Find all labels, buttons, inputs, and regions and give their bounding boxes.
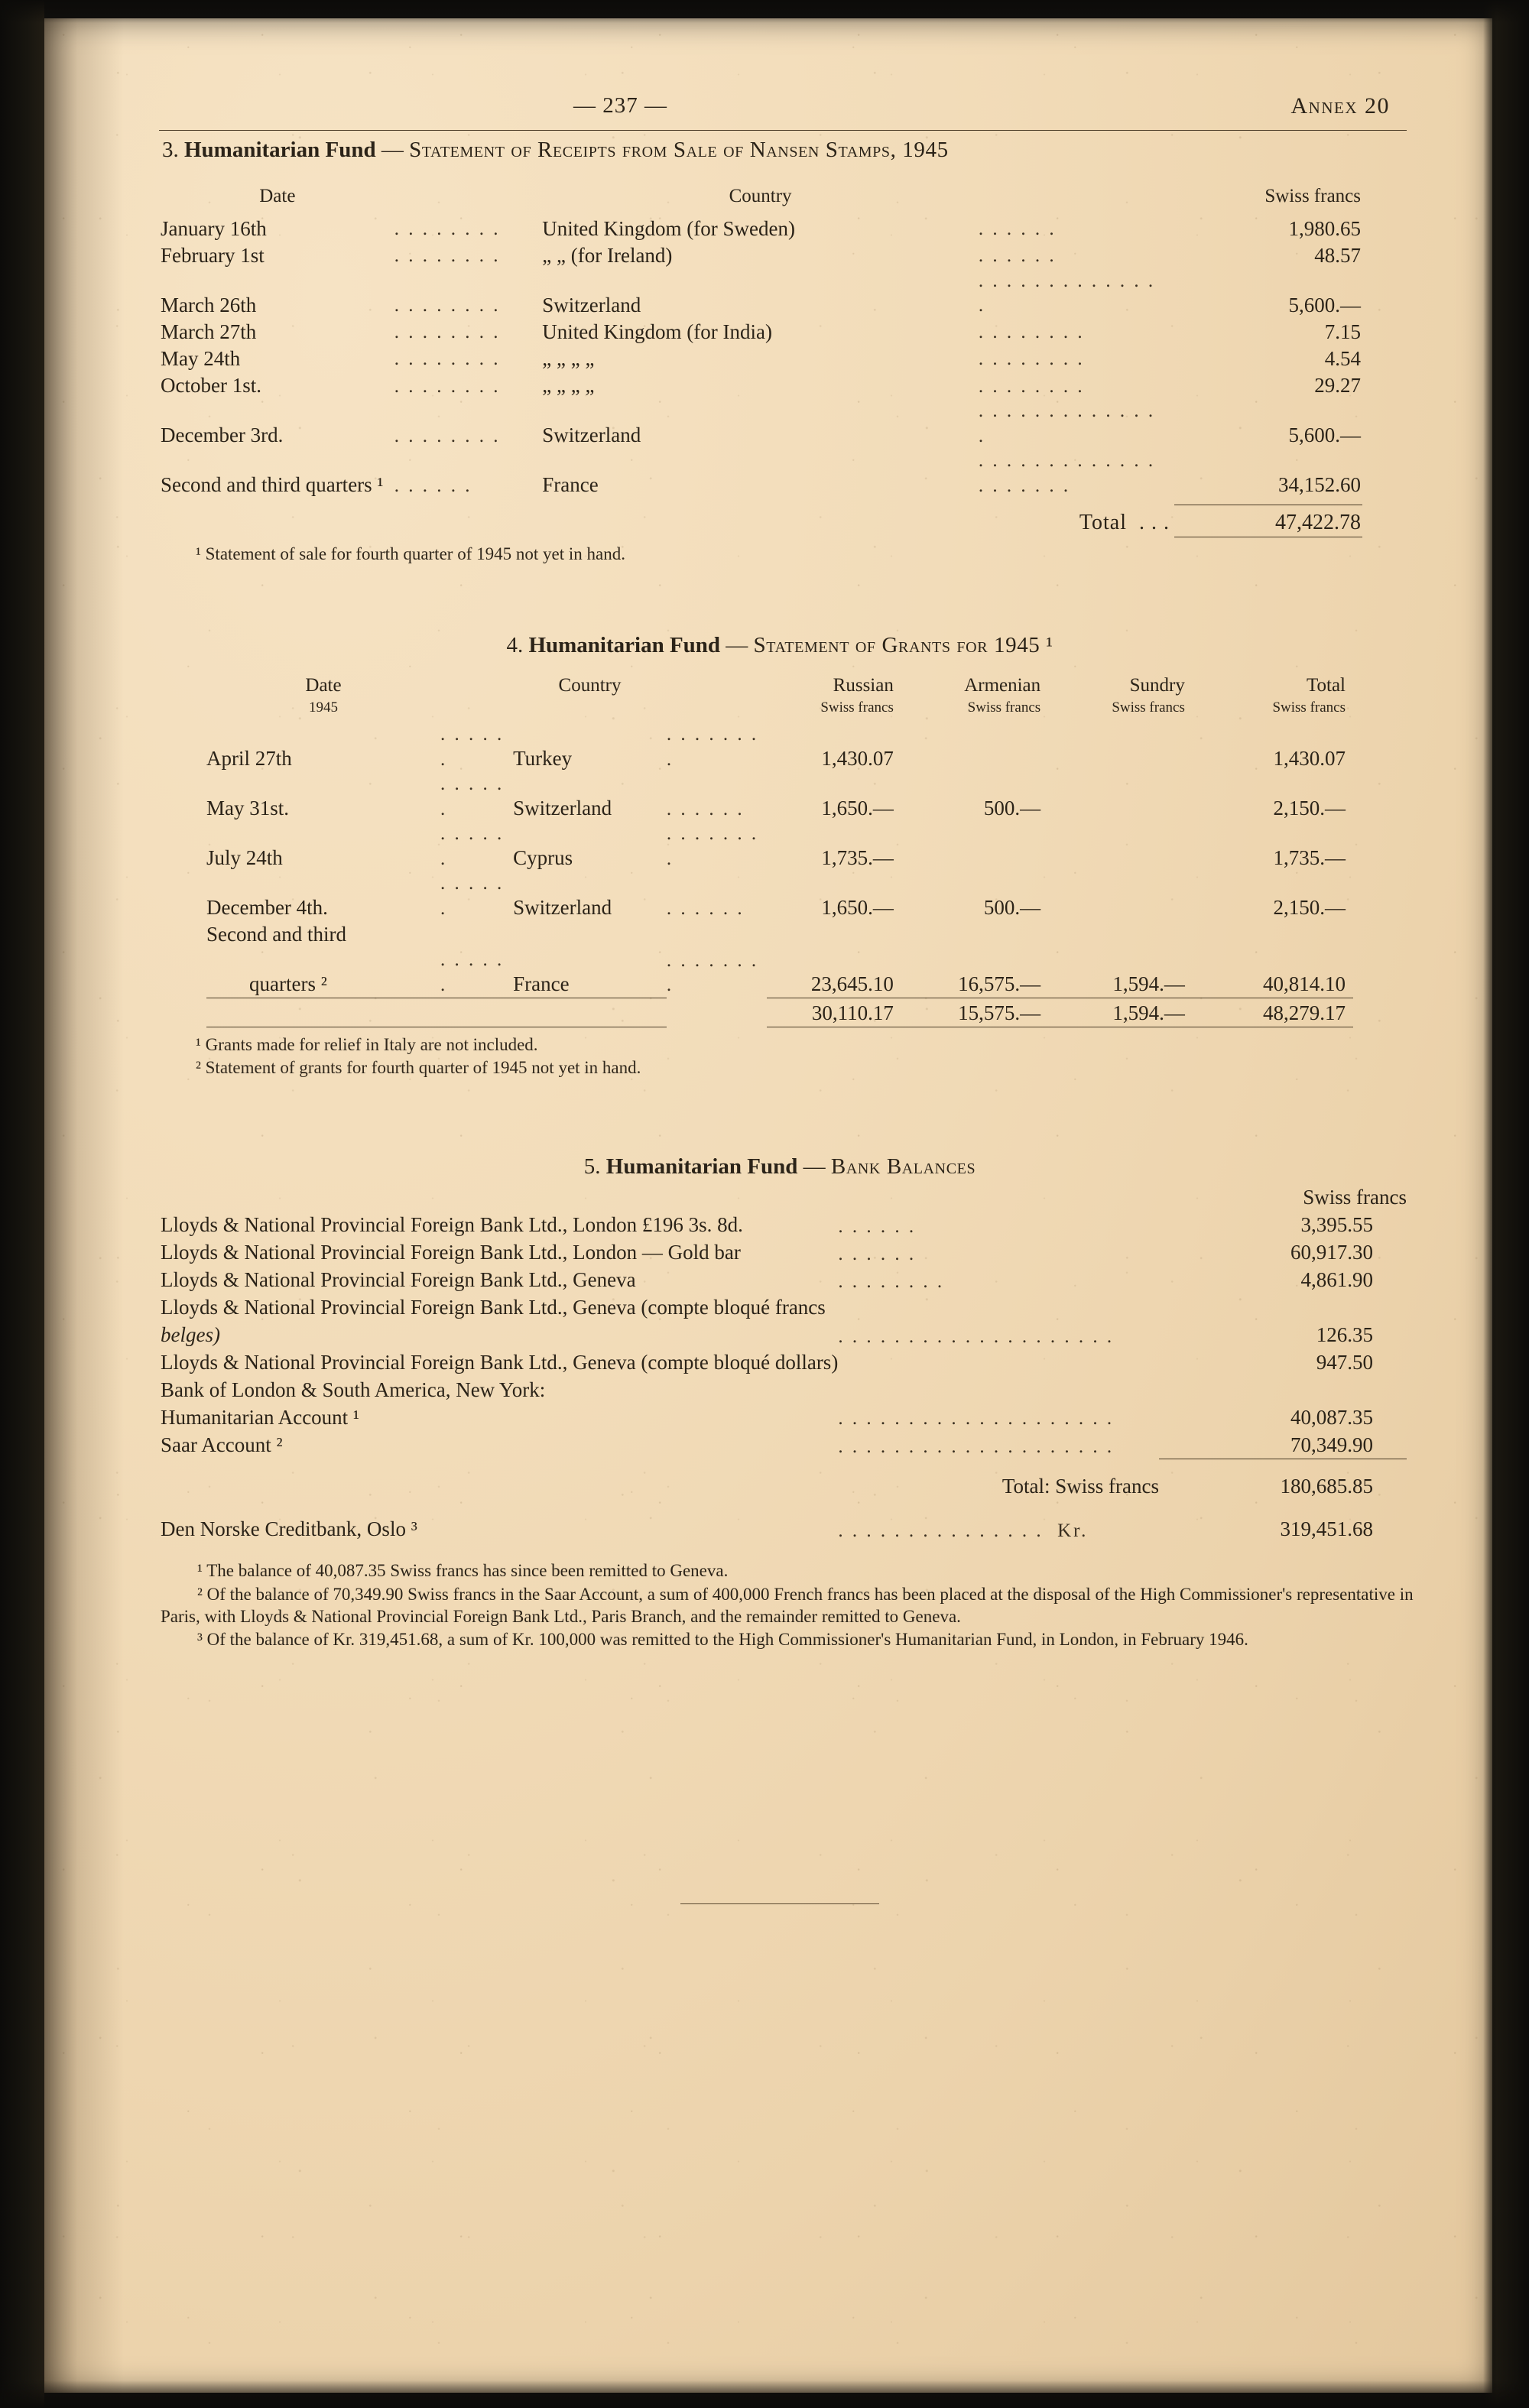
grants-total-total: 48,279.17 [1263, 1001, 1346, 1025]
leader-dots: . . . . . . . . [978, 349, 1085, 370]
leader-dots: . . . . . . [440, 724, 505, 770]
leader-dots: . . . . . . [838, 1215, 917, 1237]
grants-table-header [206, 673, 1353, 699]
leader-dots: . . . . . . . . . . . . . . . Kr. [838, 1520, 1089, 1541]
leader-dots: . . . . . . . . [394, 322, 501, 343]
bank-balances-currency-header-row [161, 1184, 1407, 1212]
annex-label: Annex 20 [1290, 93, 1390, 118]
bank-value: 126.35 [1316, 1322, 1373, 1346]
bank-balances-table [161, 1184, 1407, 1543]
sub-swiss-francs: Swiss francs [1112, 699, 1185, 716]
table-row [206, 822, 1353, 871]
receipts-total-value: 47,422.78 [1275, 511, 1361, 535]
grant-sundry [1060, 822, 1205, 871]
receipts-table [161, 184, 1391, 498]
grant-date: April 27th [206, 747, 292, 771]
table-row [161, 346, 1391, 372]
bank-label: Lloyds & National Provincial Foreign Bank Ltd., Geneva (compte bloqué francs [161, 1295, 826, 1319]
table-row [161, 399, 1391, 449]
table-row [161, 242, 1391, 269]
receipt-country: „ „ „ „ [542, 373, 595, 397]
grant-total: 2,150.— [1273, 896, 1346, 920]
leader-dots: . . . . . . . . . . . . . . . . . . . . [978, 450, 1156, 496]
grants-total-armenian: 15,575.— [958, 1001, 1041, 1025]
page-top-edge [0, 0, 1529, 23]
leader-dots: . . . . . . [978, 245, 1057, 267]
bank-value: 4,861.90 [1300, 1268, 1373, 1292]
bank-label: Saar Account ² [161, 1433, 283, 1456]
section-5-number: 5. [583, 1154, 601, 1180]
receipt-amount: 5,600.— [1288, 293, 1361, 316]
leader-dots: . . . . . . [440, 873, 505, 919]
page-number: — 237 — [573, 93, 667, 118]
footnote: ¹ Grants made for relief in Italy are not included. [196, 1035, 538, 1055]
section-5-dash: — [803, 1154, 826, 1180]
section-5-title-bold: Humanitarian Fund [605, 1154, 798, 1180]
sub-swiss-francs: Swiss francs [1272, 699, 1346, 716]
receipt-country: „ „ (for Ireland) [542, 243, 673, 267]
receipt-date: October 1st. [161, 373, 261, 397]
receipt-amount: 7.15 [1324, 320, 1361, 343]
receipt-date: February 1st [161, 243, 265, 267]
grant-russian: 1,650.— [821, 896, 894, 920]
col-date: Date [305, 675, 342, 696]
table-row [161, 1349, 1407, 1377]
grants-table-subheader [206, 699, 1353, 723]
table-row [161, 1212, 1407, 1239]
receipt-date: December 3rd. [161, 423, 284, 446]
receipt-amount: 4.54 [1324, 346, 1361, 370]
page-gutter-shadow [40, 18, 124, 2393]
table-row [206, 772, 1353, 822]
leader-dots: . . . . . . . . [978, 322, 1085, 343]
footnote: ² Statement of grants for fourth quarter of 1945 not yet in hand. [196, 1058, 641, 1078]
section-4-title-bold: Humanitarian Fund [528, 632, 721, 657]
section-3-title-rest: Statement of Receipts from Sale of Nansen Stamps, 1945 [409, 138, 949, 162]
receipt-country: United Kingdom (for Sweden) [542, 216, 795, 240]
leader-dots: . . . . . . [666, 897, 745, 919]
table-row [161, 1377, 1407, 1404]
grant-armenian [914, 722, 1060, 772]
leader-dots: . . . . . . . . [394, 295, 501, 316]
sub-swiss-francs: Swiss francs [967, 699, 1041, 716]
leader-dots: . . . . . . [838, 1243, 917, 1264]
section-4-heading [122, 631, 1437, 660]
page-right-edge [1483, 0, 1529, 2408]
section-3-number: 3. [162, 138, 179, 162]
grant-armenian: 16,575.— [958, 972, 1041, 996]
table-row [161, 269, 1391, 319]
receipt-date: January 16th [161, 216, 267, 240]
col-russian: Russian [833, 675, 894, 696]
page-bottom-edge [0, 2380, 1529, 2408]
receipts-total-label: Total . . . [1079, 511, 1170, 535]
receipts-table-header [161, 184, 1391, 216]
table-row [161, 1432, 1407, 1459]
section-3-title-bold: Humanitarian Fund [184, 138, 376, 162]
bank-label: Lloyds & National Provincial Foreign Bank Ltd., London £196 3s. 8d. [161, 1213, 743, 1237]
book-spine-edge [0, 0, 44, 2408]
grants-total-rule-bottom [206, 1027, 1353, 1030]
receipt-country: Switzerland [542, 293, 641, 316]
grant-sundry [1060, 722, 1205, 772]
bank-value: 70,349.90 [1290, 1433, 1373, 1456]
extra-bank-label: Den Norske Creditbank, Oslo ³ [161, 1517, 417, 1541]
leader-dots: . . . . . . . . [666, 949, 759, 996]
section-4-number: 4. [506, 632, 524, 657]
receipt-date: May 24th [161, 346, 241, 370]
grant-armenian [914, 822, 1060, 871]
grant-armenian: 500.— [983, 896, 1041, 920]
grant-sundry [1060, 772, 1205, 822]
grant-date: Second and third [206, 923, 346, 946]
table-row [161, 1267, 1407, 1294]
header-rule [159, 130, 1407, 131]
running-head [122, 92, 1437, 136]
receipt-country: Switzerland [542, 423, 641, 446]
section-5-footnotes [161, 1560, 1414, 1651]
leader-dots: . . . . . . [440, 949, 505, 995]
section-5 [122, 1153, 1437, 1181]
section-3-heading [122, 136, 1437, 164]
grant-date: quarters ² [249, 972, 327, 996]
table-row [161, 216, 1391, 242]
section-4-footnotes [196, 1034, 1437, 1079]
grant-date: July 24th [206, 846, 283, 870]
grant-sundry: 1,594.— [1112, 972, 1185, 996]
bank-value: 60,917.30 [1290, 1241, 1373, 1264]
leader-dots: . . . . . . . . [838, 1271, 945, 1292]
grant-russian: 23,645.10 [810, 972, 894, 996]
section-4-dash: — [726, 632, 748, 657]
bank-label: Lloyds & National Provincial Foreign Bank Ltd., Geneva (compte bloqué dollars) [161, 1350, 839, 1374]
table-row [161, 1404, 1407, 1432]
bank-balances-currency-header: Swiss francs [1303, 1186, 1407, 1209]
section-3-footnotes [196, 543, 1437, 566]
receipts-total-row [161, 498, 1391, 538]
table-row [206, 948, 1353, 998]
table-row [161, 1501, 1407, 1543]
grant-russian: 1,735.— [821, 846, 894, 870]
grants-table [206, 673, 1353, 1029]
section-5-title-rest: Bank Balances [830, 1154, 976, 1180]
grant-russian: 1,650.— [821, 797, 894, 820]
leader-dots: . . . . . . . . . . . . . . [978, 401, 1156, 446]
receipt-country: France [542, 472, 599, 496]
col-country: Country [729, 186, 792, 207]
grant-total: 2,150.— [1273, 797, 1346, 820]
bank-total-value: 180,685.85 [1280, 1475, 1373, 1498]
footnote: ¹ Statement of sale for fourth quarter of 1945 not yet in hand. [196, 544, 625, 564]
leader-dots: . . . . . . . . [978, 375, 1085, 397]
bank-label: Lloyds & National Provincial Foreign Bank Ltd., London — Gold bar [161, 1241, 741, 1264]
leader-dots: . . . . . . . . . . . . . . . . . . . . [838, 1326, 1115, 1347]
section-4-title-rest: Statement of Grants for 1945 ¹ [753, 632, 1053, 657]
receipt-amount: 5,600.— [1288, 423, 1361, 446]
table-row [206, 871, 1353, 921]
grant-total: 40,814.10 [1263, 972, 1346, 996]
leader-dots: . . . . . . [666, 798, 745, 819]
leader-dots: . . . . . . . . [394, 349, 501, 370]
receipt-country: United Kingdom (for India) [542, 320, 772, 343]
grant-date: December 4th. [206, 896, 328, 920]
table-row [161, 319, 1391, 346]
col-date: Date [259, 186, 296, 207]
grants-total-row [206, 1000, 1353, 1027]
bank-value: 40,087.35 [1290, 1405, 1373, 1429]
table-row [206, 722, 1353, 772]
grants-year: 1945 [309, 699, 338, 716]
bank-value: 3,395.55 [1300, 1213, 1373, 1237]
leader-dots: . . . . . . . . [666, 823, 759, 869]
section-3-dash: — [381, 138, 404, 162]
col-armenian: Armenian [964, 675, 1041, 696]
grant-total: 1,735.— [1273, 846, 1346, 870]
col-swiss-francs: Swiss francs [1264, 186, 1361, 207]
leader-dots: . . . . . . [978, 219, 1057, 240]
receipt-amount: 29.27 [1314, 373, 1361, 397]
grant-country: Turkey [513, 747, 573, 771]
grant-armenian: 500.— [983, 797, 1041, 820]
bank-label: Lloyds & National Provincial Foreign Bank Ltd., Geneva [161, 1268, 636, 1292]
bank-label: Bank of London & South America, New York: [161, 1378, 546, 1401]
leader-dots: . . . . . . . . [394, 245, 501, 267]
leader-dots: . . . . . . . . . . . . . . . . . . . . [838, 1436, 1115, 1457]
footnote: ³ Of the balance of Kr. 319,451.68, a sum of Kr. 100,000 was remitted to the High Commissioner's Humanitarian Fund, in London, in February 1946. [197, 1630, 1248, 1650]
table-row [161, 1322, 1407, 1349]
bank-label: Humanitarian Account ¹ [161, 1405, 360, 1429]
col-sundry: Sundry [1129, 675, 1185, 696]
table-row [161, 1239, 1407, 1267]
leader-dots: . . . . . . . . [394, 219, 501, 240]
grant-date: May 31st. [206, 797, 289, 820]
grant-country: Cyprus [513, 846, 573, 870]
bank-total-label: Total: Swiss francs [1001, 1475, 1159, 1498]
grant-russian: 1,430.07 [821, 747, 894, 771]
bank-total-row [161, 1461, 1407, 1501]
receipt-date: Second and third quarters ¹ [161, 472, 384, 496]
leader-dots: . . . . . . [394, 475, 472, 496]
grant-country: Switzerland [513, 797, 612, 820]
section-5-heading [122, 1153, 1437, 1181]
bank-value: 947.50 [1316, 1350, 1373, 1374]
receipt-country: „ „ „ „ [542, 346, 595, 370]
section-4 [122, 631, 1437, 660]
leader-dots: . . . . . . . . [666, 724, 759, 770]
table-row [161, 372, 1391, 399]
grant-country: Switzerland [513, 896, 612, 920]
page-content [122, 92, 1437, 1904]
grants-total-sundry: 1,594.— [1112, 1001, 1185, 1025]
leader-dots: . . . . . . . . . . . . . . [978, 270, 1156, 316]
receipt-date: March 27th [161, 320, 257, 343]
bottom-divider [680, 1903, 879, 1904]
table-row [161, 449, 1391, 498]
receipt-amount: 34,152.60 [1278, 472, 1361, 496]
leader-dots: . . . . . . . . [394, 425, 501, 446]
table-row [206, 921, 1353, 948]
leader-dots: . . . . . . [440, 774, 505, 819]
footnote: ¹ The balance of 40,087.35 Swiss francs has since been remitted to Geneva. [197, 1561, 729, 1581]
footnote: ² Of the balance of 70,349.90 Swiss francs in the Saar Account, a sum of 400,000 French francs has been placed at the disposal of the High Commissioner's representative in Paris, with Lloyds & National Provincial Foreign Bank Ltd., Paris Branch, and the remainder remitted to Geneva. [161, 1584, 1414, 1626]
grant-sundry [1060, 871, 1205, 921]
receipt-amount: 48.57 [1314, 243, 1361, 267]
leader-dots: . . . . . . . . [394, 375, 501, 397]
table-row [161, 1294, 1407, 1322]
col-total: Total [1306, 675, 1346, 696]
bank-label: belges) [161, 1322, 220, 1346]
receipt-amount: 1,980.65 [1288, 216, 1361, 240]
sub-swiss-francs: Swiss francs [820, 699, 894, 716]
leader-dots: . . . . . . . . . . . . . . . . . . . . [838, 1408, 1115, 1430]
extra-bank-value: 319,451.68 [1280, 1517, 1373, 1541]
col-country: Country [558, 675, 622, 696]
grant-country: France [513, 972, 570, 996]
leader-dots: . . . . . . [440, 823, 505, 869]
grant-total: 1,430.07 [1273, 747, 1346, 771]
receipt-date: March 26th [161, 293, 257, 316]
grants-total-russian: 30,110.17 [811, 1001, 894, 1025]
